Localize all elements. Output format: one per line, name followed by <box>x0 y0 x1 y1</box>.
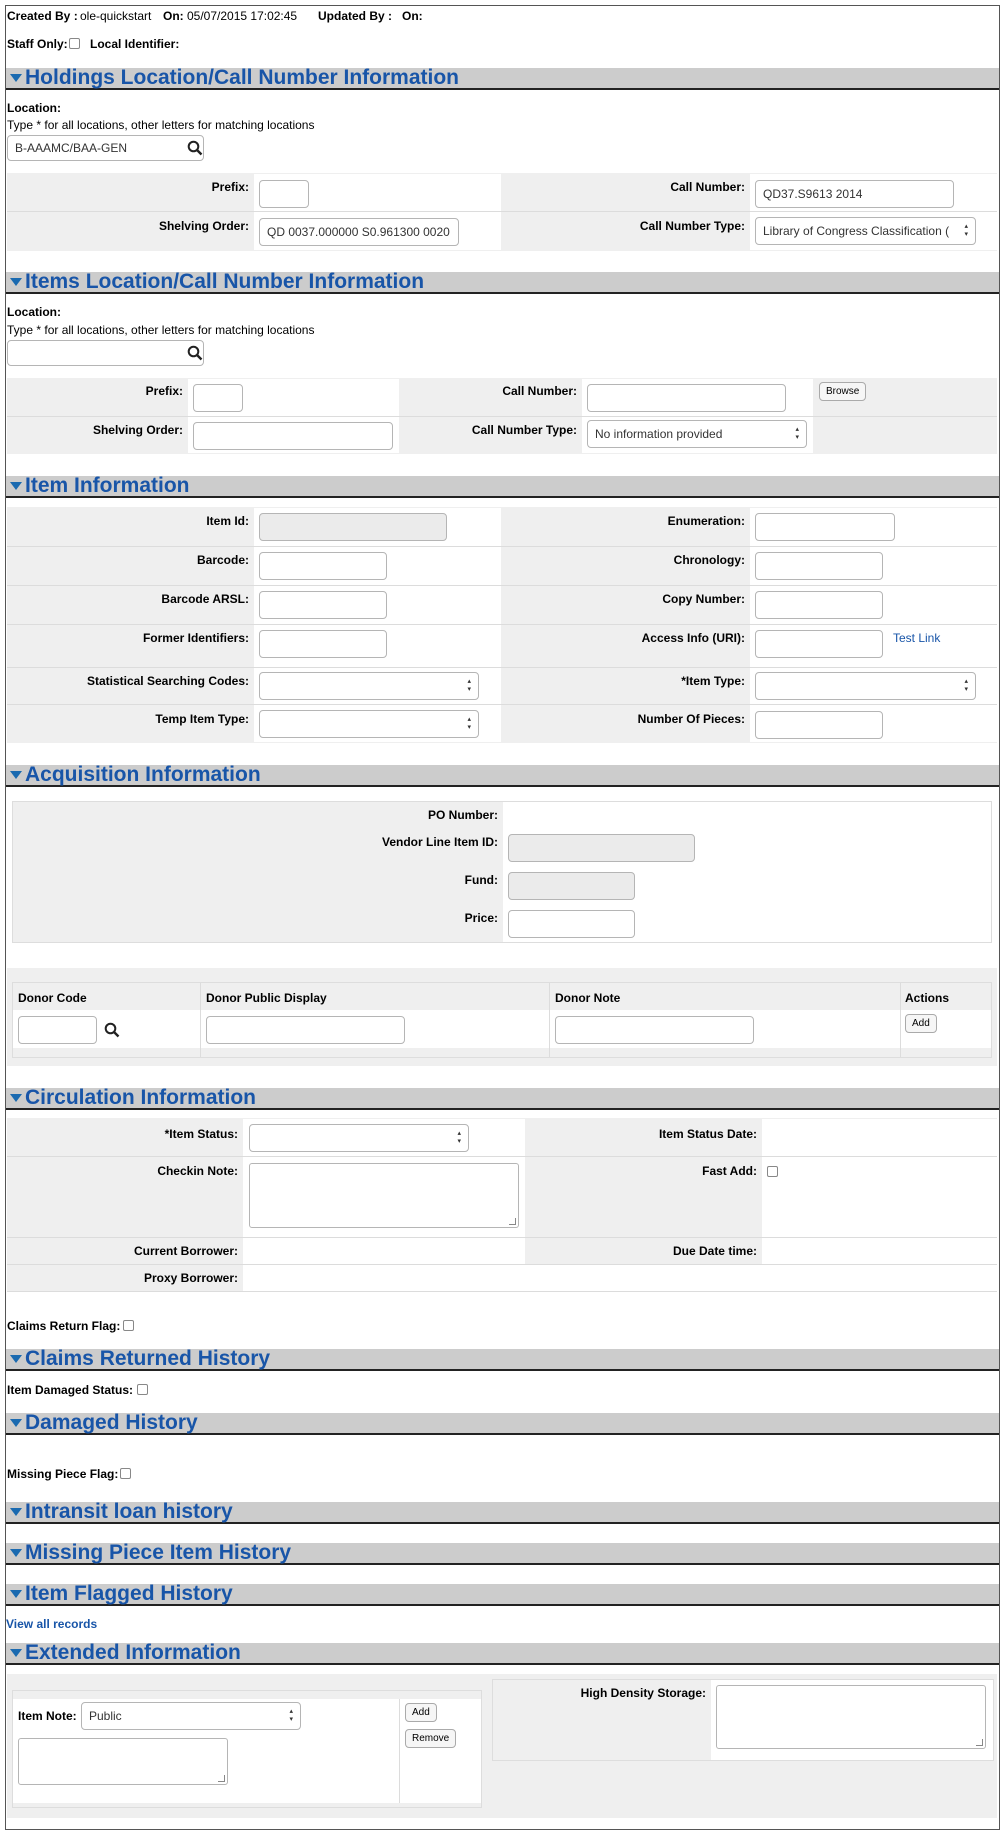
collapse-triangle-icon <box>10 482 22 490</box>
holdings-location-label: Location: <box>7 101 61 115</box>
missing-piece-flag-checkbox[interactable] <box>120 1468 131 1479</box>
enumeration-input[interactable] <box>755 513 895 541</box>
section-title: Extended Information <box>25 1641 241 1664</box>
barcode-arsl-input[interactable] <box>259 591 387 619</box>
proxy-borrower-label: Proxy Borrower: <box>143 1271 238 1285</box>
holdings-shelving-order-input[interactable]: QD 0037.000000 S0.961300 0020 <box>259 218 459 246</box>
items-location-label: Location: <box>7 305 61 319</box>
item-note-add-button[interactable]: Add <box>405 1703 437 1722</box>
temp-item-type-label: Temp Item Type: <box>155 712 249 726</box>
fast-add-checkbox[interactable] <box>767 1166 778 1177</box>
holdings-call-number-input[interactable]: QD37.S9613 2014 <box>755 180 954 208</box>
browse-button[interactable]: Browse <box>819 382 866 401</box>
collapse-triangle-icon <box>10 1590 22 1598</box>
collapse-triangle-icon <box>10 1508 22 1516</box>
item-damaged-status-checkbox[interactable] <box>137 1384 148 1395</box>
copy-number-input[interactable] <box>755 591 883 619</box>
stat-codes-select[interactable] <box>259 672 479 700</box>
holdings-location-hint: Type * for all locations, other letters for matching locations <box>7 118 315 132</box>
fast-add-label: Fast Add: <box>702 1164 757 1178</box>
view-all-records-link[interactable]: View all records <box>6 1617 98 1631</box>
vendor-line-input <box>508 834 695 862</box>
donor-public-display-header: Donor Public Display <box>206 991 327 1005</box>
collapse-triangle-icon <box>10 74 22 82</box>
actions-header: Actions <box>905 991 950 1005</box>
holdings-prefix-input[interactable] <box>259 180 309 208</box>
barcode-input[interactable] <box>259 552 387 580</box>
collapse-triangle-icon <box>10 1549 22 1557</box>
items-shelving-order-input[interactable] <box>193 422 393 450</box>
items-call-number-input[interactable] <box>587 384 786 412</box>
donor-code-header: Donor Code <box>18 991 87 1005</box>
missing-piece-flag-label: Missing Piece Flag: <box>7 1467 119 1481</box>
section-title: Damaged History <box>25 1411 198 1434</box>
chronology-input[interactable] <box>755 552 883 580</box>
section-title: Missing Piece Item History <box>25 1541 292 1564</box>
item-note-remove-button[interactable]: Remove <box>405 1729 456 1748</box>
donor-public-display-input[interactable] <box>206 1016 405 1044</box>
collapse-triangle-icon <box>10 1419 22 1427</box>
holdings-prefix-label: Prefix: <box>211 180 249 194</box>
items-location-input[interactable] <box>7 340 204 366</box>
created-on-value: 05/07/2015 17:02:45 <box>187 9 298 23</box>
number-of-pieces-input[interactable] <box>755 711 883 739</box>
collapse-triangle-icon <box>10 1355 22 1363</box>
item-status-label: *Item Status: <box>164 1127 238 1141</box>
claims-return-flag-checkbox[interactable] <box>123 1320 134 1331</box>
item-status-select[interactable] <box>249 1124 469 1152</box>
checkin-note-textarea[interactable] <box>249 1163 519 1228</box>
stat-codes-label: Statistical Searching Codes: <box>86 674 249 688</box>
item-status-date-label: Item Status Date: <box>658 1127 757 1141</box>
section-title: Circulation Information <box>25 1086 256 1109</box>
section-items-location[interactable] <box>6 272 999 294</box>
collapse-triangle-icon <box>10 1649 22 1657</box>
temp-item-type-select[interactable] <box>259 710 479 738</box>
po-number-label: PO Number: <box>427 808 498 822</box>
item-damaged-status-label: Item Damaged Status: <box>7 1383 134 1397</box>
staff-only-checkbox[interactable] <box>69 38 80 49</box>
item-note-label: Item Note: <box>18 1709 77 1723</box>
section-title: Items Location/Call Number Information <box>25 270 425 293</box>
section-intransit[interactable] <box>6 1502 999 1524</box>
holdings-call-number-label: Call Number: <box>670 180 745 194</box>
collapse-triangle-icon <box>10 278 22 286</box>
former-identifiers-label: Former Identifiers: <box>142 631 249 645</box>
holdings-location-input[interactable]: B-AAAMC/BAA-GEN <box>7 135 204 161</box>
section-title: Claims Returned History <box>25 1347 271 1370</box>
section-circulation[interactable] <box>6 1088 999 1110</box>
current-borrower-label: Current Borrower: <box>133 1244 238 1258</box>
collapse-triangle-icon <box>10 771 22 779</box>
vendor-line-label: Vendor Line Item ID: <box>381 835 498 849</box>
items-call-number-type-select[interactable]: No information provided ▴ ▾ <box>587 420 807 448</box>
section-claims-history[interactable] <box>6 1349 999 1371</box>
items-prefix-label: Prefix: <box>145 384 183 398</box>
section-missing-piece[interactable] <box>6 1543 999 1565</box>
items-location-hint: Type * for all locations, other letters for matching locations <box>7 323 315 337</box>
created-on-label: On: <box>163 9 184 23</box>
section-acquisition[interactable] <box>6 765 999 787</box>
created-by-label: Created By : <box>7 9 78 23</box>
donor-note-input[interactable] <box>555 1016 754 1044</box>
section-title: Intransit loan history <box>25 1500 233 1523</box>
search-icon[interactable] <box>187 345 203 361</box>
item-type-label: *Item Type: <box>681 674 745 688</box>
staff-only-label: Staff Only: <box>7 37 68 51</box>
search-icon[interactable] <box>104 1022 120 1038</box>
barcode-arsl-label: Barcode ARSL: <box>161 592 249 606</box>
section-title: Item Information <box>25 474 190 497</box>
barcode-label: Barcode: <box>196 553 249 567</box>
chronology-label: Chronology: <box>673 553 745 567</box>
search-icon[interactable] <box>187 140 203 156</box>
test-link[interactable]: Test Link <box>893 631 941 645</box>
holdings-call-number-type-select[interactable]: Library of Congress Classification ( ▴ ▾ <box>755 217 976 245</box>
claims-return-flag-label: Claims Return Flag: <box>7 1319 121 1333</box>
section-title: Holdings Location/Call Number Information <box>25 66 460 89</box>
section-item-information[interactable] <box>6 476 999 498</box>
section-title: Item Flagged History <box>25 1582 233 1605</box>
donor-add-button[interactable]: Add <box>905 1014 937 1033</box>
holdings-shelving-order-label: Shelving Order: <box>158 219 249 233</box>
enumeration-label: Enumeration: <box>667 514 745 528</box>
former-identifiers-input[interactable] <box>259 630 387 658</box>
items-prefix-input[interactable] <box>193 384 243 412</box>
access-info-label: Access Info (URI): <box>641 631 745 645</box>
section-extended[interactable] <box>6 1643 999 1665</box>
collapse-triangle-icon <box>10 1094 22 1102</box>
holdings-call-number-type-label: Call Number Type: <box>639 219 745 233</box>
number-of-pieces-label: Number Of Pieces: <box>637 712 745 726</box>
local-identifier-label: Local Identifier: <box>90 37 180 51</box>
items-call-number-label: Call Number: <box>502 384 577 398</box>
fund-input <box>508 872 635 900</box>
copy-number-label: Copy Number: <box>662 592 745 606</box>
item-id-input <box>259 513 447 541</box>
high-density-textarea[interactable] <box>716 1685 986 1749</box>
section-damaged-history[interactable] <box>6 1413 999 1435</box>
section-title: Acquisition Information <box>25 763 261 786</box>
high-density-label: High Density Storage: <box>580 1686 706 1700</box>
item-note-type-select[interactable]: Public ▴ ▾ <box>81 1702 301 1730</box>
item-type-select[interactable] <box>755 672 976 700</box>
fund-label: Fund: <box>464 873 498 887</box>
price-label: Price: <box>464 911 498 925</box>
access-info-input[interactable] <box>755 630 883 658</box>
item-note-textarea[interactable] <box>18 1738 228 1785</box>
due-date-label: Due Date time: <box>672 1244 757 1258</box>
section-holdings[interactable] <box>6 68 999 90</box>
item-id-label: Item Id: <box>206 514 249 528</box>
updated-on-label: On: <box>402 9 423 23</box>
checkin-note-label: Checkin Note: <box>157 1164 238 1178</box>
donor-note-header: Donor Note <box>555 991 621 1005</box>
price-input[interactable] <box>508 910 635 938</box>
updated-by-label: Updated By : <box>318 9 393 23</box>
items-shelving-order-label: Shelving Order: <box>92 423 183 437</box>
donor-code-input[interactable] <box>18 1016 97 1044</box>
items-call-number-type-label: Call Number Type: <box>471 423 577 437</box>
section-item-flagged[interactable] <box>6 1584 999 1606</box>
created-by-value: ole-quickstart <box>80 9 152 23</box>
